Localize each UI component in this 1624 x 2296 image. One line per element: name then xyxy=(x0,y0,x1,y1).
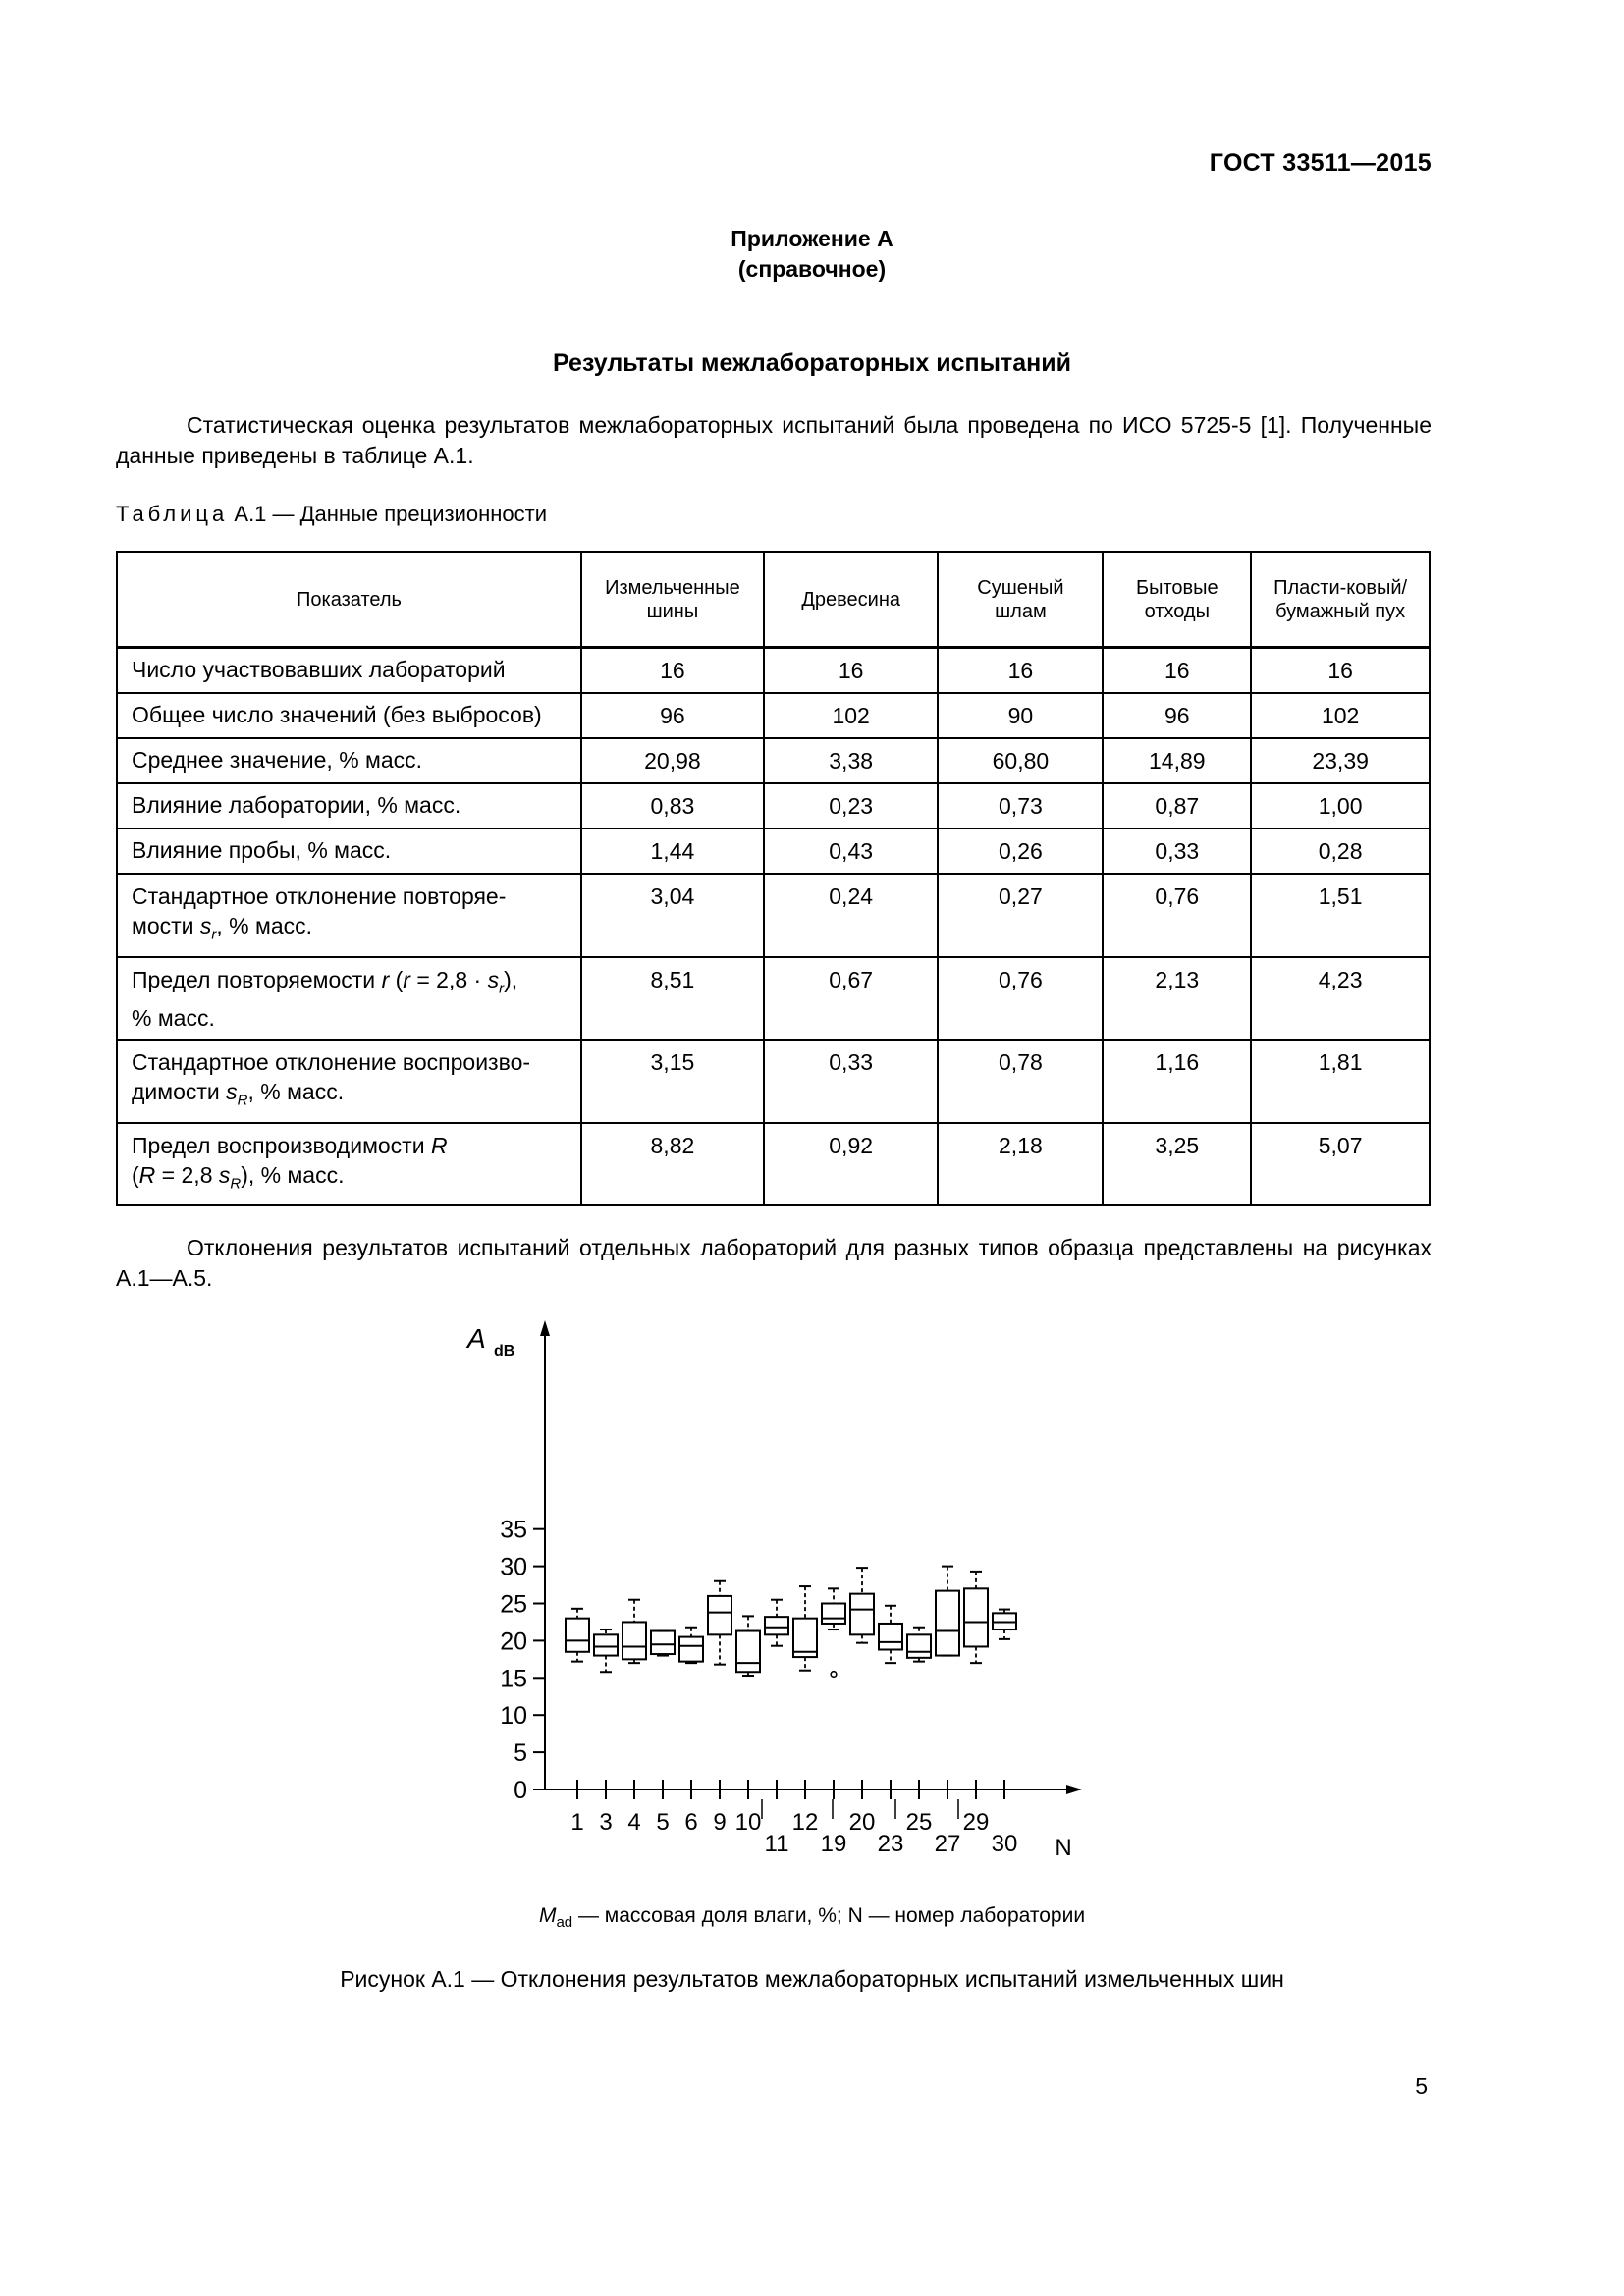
table-row-values-count xyxy=(117,693,1430,738)
y-tick-label: 5 xyxy=(514,1739,527,1768)
header-sludge: Сушеный шлам xyxy=(938,552,1103,648)
table-row-mean-value xyxy=(117,738,1430,783)
x-tick-label: 1 xyxy=(570,1809,584,1836)
table-row-reproducibility-limit xyxy=(117,1123,1430,1206)
box-lab-10 xyxy=(736,1616,760,1676)
box-lab-30 xyxy=(993,1610,1016,1639)
legend-subscript: ad xyxy=(556,1914,573,1932)
cell-fluff: 102 xyxy=(1251,693,1430,738)
box-lab-6 xyxy=(679,1628,703,1663)
x-axis-label: N xyxy=(1055,1835,1072,1861)
x-tick-label: 27 xyxy=(934,1831,961,1857)
y-tick-label: 35 xyxy=(500,1516,527,1544)
box-lab-11 xyxy=(765,1600,788,1646)
figure-legend xyxy=(0,1904,1624,1931)
x-tick-label: 6 xyxy=(684,1809,698,1836)
cell-wood: 0,24 xyxy=(764,874,939,957)
iqr-box xyxy=(566,1619,589,1652)
cell-fluff: 4,23 xyxy=(1251,957,1430,1041)
iqr-box xyxy=(651,1631,675,1654)
cell-household-waste: 2,13 xyxy=(1103,957,1251,1041)
table-row-sample-effect xyxy=(117,828,1430,874)
x-axis-arrow xyxy=(1066,1785,1082,1794)
cell-sludge: 0,76 xyxy=(938,957,1103,1041)
table-row-labs-count xyxy=(117,648,1430,694)
cell-household-waste: 16 xyxy=(1103,648,1251,694)
iqr-box xyxy=(879,1624,902,1650)
table-caption xyxy=(116,502,547,527)
x-tick-label: 23 xyxy=(877,1831,904,1857)
cell-household-waste: 0,87 xyxy=(1103,783,1251,828)
row-label: Стандартное отклонение воспроизво- димости $s_R$, % масс. xyxy=(117,1040,581,1123)
iqr-box xyxy=(822,1604,845,1624)
legend-symbol: M xyxy=(538,1904,557,1927)
figure-caption: Рисунок А.1 — Отклонения результатов межлабораторных испытаний измельченных шин xyxy=(340,1966,1284,1992)
box-lab-25 xyxy=(907,1628,931,1662)
cell-wood: 16 xyxy=(764,648,939,694)
table-row-lab-effect xyxy=(117,783,1430,828)
cell-tires: 3,04 xyxy=(581,874,764,957)
cell-wood: 102 xyxy=(764,693,939,738)
x-tick-label: 19 xyxy=(820,1831,847,1857)
cell-household-waste: 3,25 xyxy=(1103,1123,1251,1206)
cell-fluff: 1,81 xyxy=(1251,1040,1430,1123)
cell-tires: 16 xyxy=(581,648,764,694)
cell-household-waste: 1,16 xyxy=(1103,1040,1251,1123)
cell-wood: 0,33 xyxy=(764,1040,939,1123)
cell-household-waste: 0,76 xyxy=(1103,874,1251,957)
cell-household-waste: 96 xyxy=(1103,693,1251,738)
row-label: Число участвовавших лабораторий xyxy=(117,648,581,694)
box-lab-20 xyxy=(850,1568,874,1643)
cell-wood: 0,92 xyxy=(764,1123,939,1206)
iqr-box xyxy=(594,1634,618,1655)
cell-sludge: 0,27 xyxy=(938,874,1103,957)
cell-sludge: 60,80 xyxy=(938,738,1103,783)
cell-fluff: 1,51 xyxy=(1251,874,1430,957)
x-tick-label: 5 xyxy=(656,1809,670,1836)
standard-number: ГОСТ 33511—2015 xyxy=(1209,149,1432,177)
box-lab-5 xyxy=(651,1631,675,1656)
y-axis-arrow xyxy=(540,1320,550,1336)
cell-sludge: 90 xyxy=(938,693,1103,738)
cell-household-waste: 0,33 xyxy=(1103,828,1251,874)
row-label: Влияние пробы, % масс. xyxy=(117,828,581,874)
cell-wood: 0,43 xyxy=(764,828,939,874)
cell-sludge: 0,26 xyxy=(938,828,1103,874)
header-indicator: Показатель xyxy=(117,552,581,648)
appendix-title: Приложение А xyxy=(731,226,893,251)
y-tick-label: 10 xyxy=(500,1702,527,1731)
row-label: Предел воспроизводимости R (R = 2,8 $s_R$), % масс. xyxy=(117,1123,581,1206)
table-header-row xyxy=(117,552,1430,648)
iqr-box xyxy=(736,1631,760,1673)
header-wood: Древесина xyxy=(764,552,939,648)
box-lab-3 xyxy=(594,1629,618,1672)
cell-fluff: 5,07 xyxy=(1251,1123,1430,1206)
x-tick-label: 29 xyxy=(962,1809,990,1836)
y-tick-label: 15 xyxy=(500,1665,527,1693)
iqr-box xyxy=(679,1637,703,1662)
intro-paragraph-text: Статистическая оценка результатов межлабораторных испытаний была проведена по ИСО 5725-5 [1]. Полученные данные приведены в таблице А.1. xyxy=(116,412,1432,468)
row-label: Влияние лаборатории, % масс. xyxy=(117,783,581,828)
section-title: Результаты межлабораторных испытаний xyxy=(552,349,1071,377)
cell-sludge: 16 xyxy=(938,648,1103,694)
cell-fluff: 1,00 xyxy=(1251,783,1430,828)
box-lab-29 xyxy=(964,1572,988,1663)
iqr-box xyxy=(964,1588,988,1646)
header-tires: Измельченные шины xyxy=(581,552,764,648)
x-tick-label: 4 xyxy=(627,1809,641,1836)
y-tick-label: 20 xyxy=(500,1628,527,1656)
cell-tires: 8,82 xyxy=(581,1123,764,1206)
cell-tires: 8,51 xyxy=(581,957,764,1041)
table-caption-word: Таблица xyxy=(116,502,229,526)
x-tick-label: 9 xyxy=(713,1809,727,1836)
box-lab-4 xyxy=(623,1600,646,1663)
header-household-waste: Бытовые отходы xyxy=(1103,552,1251,648)
cell-fluff: 23,39 xyxy=(1251,738,1430,783)
table-row-repeatability-sd xyxy=(117,874,1430,957)
row-label: Стандартное отклонение повторяе- мости $s_r$, % масс. xyxy=(117,874,581,957)
outlier-point xyxy=(831,1672,837,1678)
cell-sludge: 0,73 xyxy=(938,783,1103,828)
cell-tires: 96 xyxy=(581,693,764,738)
box-lab-23 xyxy=(879,1606,902,1663)
iqr-box xyxy=(907,1634,931,1657)
iqr-box xyxy=(936,1591,959,1656)
box-lab-27 xyxy=(936,1567,959,1656)
cell-tires: 20,98 xyxy=(581,738,764,783)
x-tick-label: 20 xyxy=(848,1809,876,1836)
y-tick-label: 30 xyxy=(500,1553,527,1581)
legend-text: — массовая доля влаги, %; N — номер лаборатории xyxy=(572,1904,1086,1927)
cell-tires: 1,44 xyxy=(581,828,764,874)
cell-fluff: 16 xyxy=(1251,648,1430,694)
y-axis-unit: dB xyxy=(494,1343,515,1360)
box-lab-19 xyxy=(822,1588,845,1677)
cell-fluff: 0,28 xyxy=(1251,828,1430,874)
x-tick-label: 10 xyxy=(734,1809,762,1836)
x-tick-label: 30 xyxy=(991,1831,1018,1857)
row-label: Общее число значений (без выбросов) xyxy=(117,693,581,738)
cell-sludge: 2,18 xyxy=(938,1123,1103,1206)
precision-table xyxy=(116,551,1431,1206)
y-tick-label: 0 xyxy=(514,1777,527,1804)
cell-wood: 0,23 xyxy=(764,783,939,828)
box-lab-1 xyxy=(566,1609,589,1662)
row-label: Предел повторяемости r $(r = 2,8 \cdot s_r)$, % масс. xyxy=(117,957,581,1041)
iqr-box xyxy=(708,1596,731,1634)
x-tick-label: 11 xyxy=(764,1831,789,1857)
page-number: 5 xyxy=(1415,2073,1428,2099)
row-label: Среднее значение, % масс. xyxy=(117,738,581,783)
x-tick-label: 12 xyxy=(791,1809,819,1836)
cell-tires: 3,15 xyxy=(581,1040,764,1123)
cell-sludge: 0,78 xyxy=(938,1040,1103,1123)
boxplot-chart xyxy=(432,1310,1110,1880)
x-tick-label: 3 xyxy=(599,1809,613,1836)
appendix-subtitle: (справочное) xyxy=(737,256,887,282)
box-lab-9 xyxy=(708,1581,731,1665)
y-tick-label: 25 xyxy=(500,1590,527,1619)
table-row-reproducibility-sd xyxy=(117,1040,1430,1123)
iqr-box xyxy=(623,1622,646,1659)
iqr-box xyxy=(765,1617,788,1634)
y-axis-label: A xyxy=(467,1323,486,1354)
cell-wood: 3,38 xyxy=(764,738,939,783)
figures-paragraph xyxy=(116,1233,1432,1294)
box-lab-12 xyxy=(793,1586,817,1671)
cell-household-waste: 14,89 xyxy=(1103,738,1251,783)
intro-paragraph xyxy=(116,410,1432,471)
table-row-repeatability-limit xyxy=(117,957,1430,1041)
cell-wood: 0,67 xyxy=(764,957,939,1041)
table-caption-rest: А.1 — Данные прецизионности xyxy=(234,502,548,526)
iqr-box xyxy=(850,1594,874,1635)
cell-tires: 0,83 xyxy=(581,783,764,828)
x-tick-label: 25 xyxy=(905,1809,933,1836)
figures-paragraph-text: Отклонения результатов испытаний отдельных лабораторий для разных типов образца представлены на рисунках А.1—А.5. xyxy=(116,1235,1432,1291)
header-fluff: Пласти-ковый/ бумажный пух xyxy=(1251,552,1430,648)
